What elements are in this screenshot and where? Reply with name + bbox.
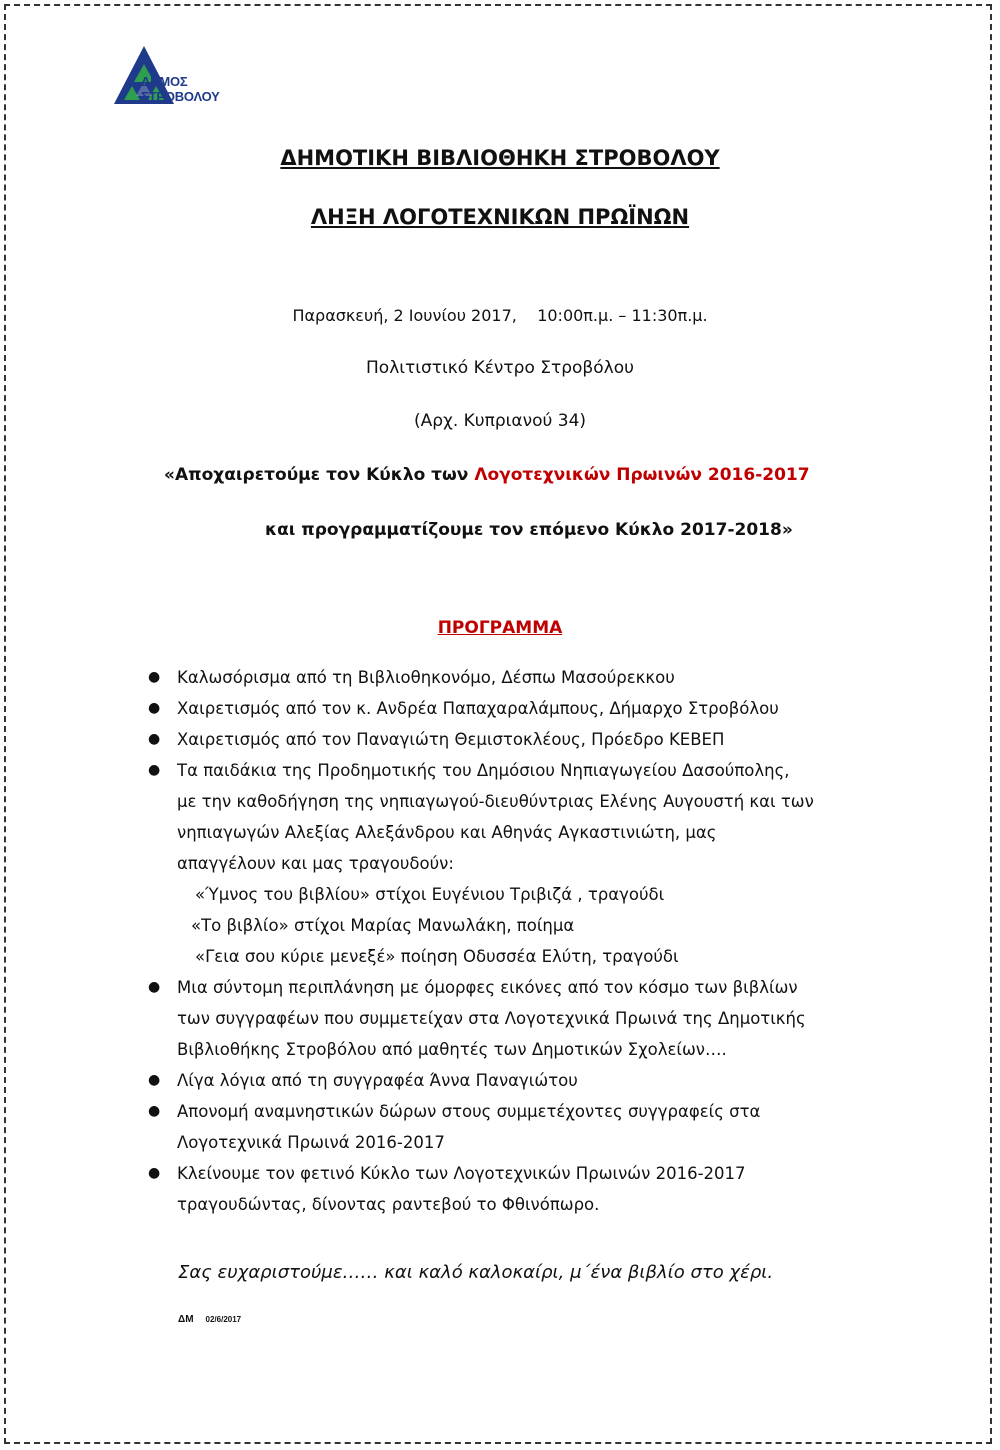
logo-line-2: ΣΤΡΟΒΟΛΟΥ xyxy=(141,89,220,104)
program-item-line: Χαιρετισμός από τον Παναγιώτη Θεμιστοκλέους, Πρόεδρο ΚΕΒΕΠ xyxy=(177,730,725,749)
bullet-icon: ● xyxy=(148,1165,161,1181)
document-title: ΔΗΜΟΤΙΚΗ ΒΙΒΛΙΟΘΗΚΗ ΣΤΡΟΒΟΛΟΥ xyxy=(280,146,720,170)
program-item-line: Λογοτεχνικά Πρωινά 2016-2017 xyxy=(177,1133,445,1152)
program-item-line: Καλωσόρισμα από τη Βιβλιοθηκονόμο, Δέσπω Μασούρεκκου xyxy=(177,668,675,687)
program-item-line: Χαιρετισμός από τον κ. Ανδρέα Παπαχαραλάμπους, Δήμαρχο Στροβόλου xyxy=(177,699,779,718)
theme-quote-line-2: και προγραμματίζουμε τον επόμενο Κύκλο 2017-2018» xyxy=(265,520,793,540)
program-heading: ΠΡΟΓΡΑΜΜΑ xyxy=(437,618,563,638)
program-item-line: Απονομή αναμνηστικών δώρων στους συμμετέχοντες συγγραφείς στα xyxy=(177,1102,761,1121)
program-item xyxy=(148,972,928,1065)
program-item xyxy=(148,724,928,755)
bullet-icon: ● xyxy=(148,700,161,716)
program-item xyxy=(148,755,928,972)
program-item-line: Λίγα λόγια από τη συγγραφέα Άννα Παναγιώτου xyxy=(177,1071,578,1090)
quote-highlight: Λογοτεχνικών Πρωινών 2016-2017 xyxy=(474,465,810,485)
bullet-icon: ● xyxy=(148,731,161,747)
program-item xyxy=(148,1096,928,1158)
bullet-icon: ● xyxy=(148,669,161,685)
program-item-line: με την καθοδήγηση της νηπιαγωγού-διευθύντριας Ελένης Αυγουστή και των xyxy=(177,792,814,811)
theme-quote-line-1 xyxy=(164,465,810,485)
event-venue: Πολιτιστικό Κέντρο Στροβόλου xyxy=(366,358,634,378)
program-item-line: Κλείνουμε τον φετινό Κύκλο των Λογοτεχνικών Πρωινών 2016-2017 xyxy=(177,1164,746,1183)
program-item-line: Βιβλιοθήκης Στροβόλου από μαθητές των Δημοτικών Σχολείων…. xyxy=(177,1040,727,1059)
footer-initials: ΔΜ xyxy=(178,1314,194,1325)
program-item xyxy=(148,1158,928,1220)
program-subitem: «Γεια σου κύριε μενεξέ» ποίηση Οδυσσέα Ελύτη, τραγούδι xyxy=(195,947,679,966)
program-item-line: απαγγέλουν και μας τραγουδούν: xyxy=(177,854,454,873)
program-item xyxy=(148,662,928,693)
program-item-line: τραγουδώντας, δίνοντας ραντεβού το Φθινόπωρο. xyxy=(177,1195,600,1214)
program-subitem: «Το βιβλίο» στίχοι Μαρίας Μανωλάκη, ποίημα xyxy=(191,916,575,935)
program-item-line: νηπιαγωγών Αλεξίας Αλεξάνδρου και Αθηνάς Αγκαστινιώτη, μας xyxy=(177,823,717,842)
closing-message: Σας ευχαριστούμε…… και καλό καλοκαίρι, μ΄ένα βιβλίο στο χέρι. xyxy=(178,1262,774,1283)
program-item xyxy=(148,1065,928,1096)
bullet-icon: ● xyxy=(148,1103,161,1119)
program-item-line: των συγγραφέων που συμμετείχαν στα Λογοτεχνικά Πρωινά της Δημοτικής xyxy=(177,1009,806,1028)
quote-text: «Αποχαιρετούμε τον Κύκλο των xyxy=(164,465,475,485)
document-subtitle: ΛΗΞΗ ΛΟΓΟΤΕΧΝΙΚΩΝ ΠΡΩΪΝΩΝ xyxy=(310,205,690,229)
bullet-icon: ● xyxy=(148,979,161,995)
footer-signature xyxy=(178,1314,241,1325)
program-item xyxy=(148,693,928,724)
logo-text xyxy=(141,74,220,104)
bullet-icon: ● xyxy=(148,762,161,778)
event-address: (Αρχ. Κυπριανού 34) xyxy=(413,411,587,431)
program-subitem: «Ύμνος του βιβλίου» στίχοι Ευγένιου Τριβιζά , τραγούδι xyxy=(195,885,665,904)
footer-date: 02/6/2017 xyxy=(205,1315,242,1324)
program-list xyxy=(148,662,928,1220)
logo-line-1: ΔΗΜΟΣ xyxy=(141,74,188,89)
program-item-line: Μια σύντομη περιπλάνηση με όμορφες εικόνες από τον κόσμο των βιβλίων xyxy=(177,978,798,997)
bullet-icon: ● xyxy=(148,1072,161,1088)
program-item-line: Τα παιδάκια της Προδημοτικής του Δημόσιου Νηπιαγωγείου Δασούπολης, xyxy=(177,761,790,780)
event-date: Παρασκευή, 2 Ιουνίου 2017, 10:00π.μ. – 11:30π.μ. xyxy=(292,306,708,325)
